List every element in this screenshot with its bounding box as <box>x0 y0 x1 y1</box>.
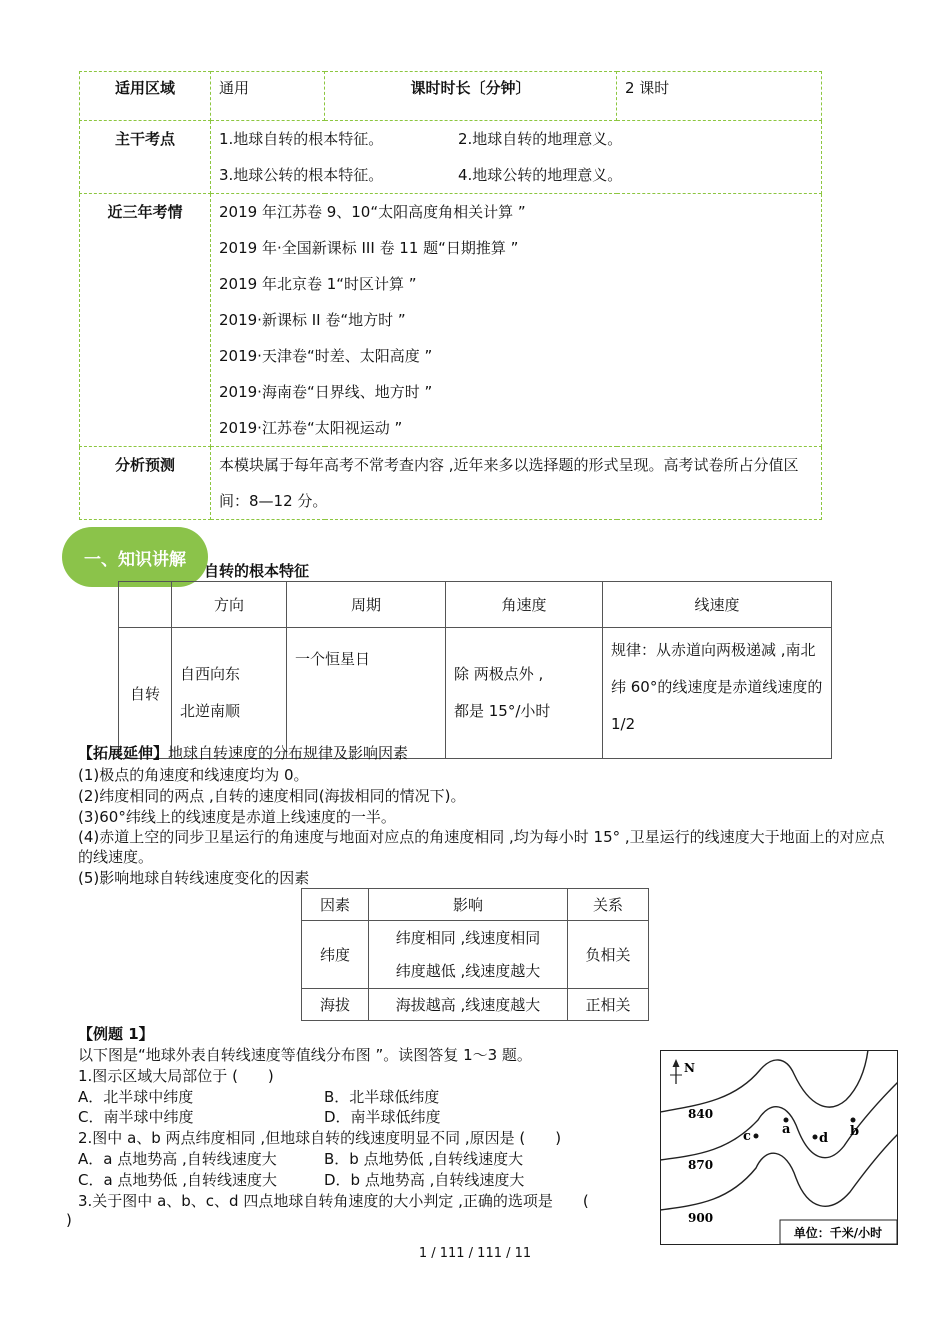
exam-item: 2019·天津卷“时差、太阳高度 ” <box>219 347 433 365</box>
question-1-option-c: C．南半球中纬度 <box>78 1108 194 1126</box>
factor-effect <box>369 921 568 989</box>
question-2-option-c: C．a 点地势低 ,自转线速度大 <box>78 1171 277 1189</box>
point-c-marker <box>754 1134 759 1139</box>
question-1-option-d: D．南半球低纬度 <box>324 1108 441 1126</box>
analysis-text: 本模块属于每年高考不常考查内容 ,近年来多以选择题的形式呈现。高考试卷所占分值区间：8—12 分。 <box>211 447 822 520</box>
exam-item: 2019 年北京卷 1“时区计算 ” <box>219 275 417 293</box>
example-title: 【例题 1】 <box>78 1025 154 1043</box>
question-2-option-a: A．a 点地势高 ,自转线速度大 <box>78 1150 277 1168</box>
unit-label: 单位：千米/小时 <box>793 1226 883 1240</box>
question-2-option-b: B．b 点地势低 ,自转线速度大 <box>324 1150 524 1168</box>
section-tab: 一、知识讲解 <box>62 527 208 587</box>
points-cell <box>211 121 822 194</box>
factor-relation: 负相关 <box>568 921 649 989</box>
factor-table <box>301 888 649 1021</box>
table-header-cell: 角速度 <box>446 582 603 628</box>
factor-relation: 正相关 <box>568 989 649 1021</box>
extension-tag: 【拓展延伸】 <box>78 744 169 762</box>
table-header-cell: 方向 <box>172 582 287 628</box>
angular-line: 除 两极点外 , <box>454 665 544 683</box>
exam-item: 2019 年江苏卷 9、10“太阳高度角相关计算 ” <box>219 203 526 221</box>
point-item: 2.地球自转的地理意义。 <box>458 130 623 148</box>
point-item: 1.地球自转的根本特征。 <box>219 130 384 148</box>
extension-title-text: 地球自转速度的分布规律及影响因素 <box>168 744 409 762</box>
table-header-cell: 周期 <box>287 582 446 628</box>
question-2-option-d: D．b 点地势高 ,自转线速度大 <box>324 1171 525 1189</box>
point-b-label: b <box>850 1124 860 1139</box>
contour-label: 900 <box>688 1211 714 1225</box>
direction-line: 自西向东 <box>180 665 241 683</box>
question-3: 3.关于图中 a、b、c、d 四点地球自转角速度的大小判定 ,正确的选项是 ( <box>78 1192 589 1210</box>
exam-item: 2019·新课标 II 卷“地方时 ” <box>219 311 406 329</box>
table-header-cell: 关系 <box>568 889 649 921</box>
effect-line: 纬度相同 ,线速度相同 <box>395 928 541 947</box>
effect-line: 纬度越低 ,线速度越大 <box>395 961 541 980</box>
point-item: 4.地球公转的地理意义。 <box>458 166 623 184</box>
exams-cell <box>211 194 822 447</box>
point-d-marker <box>813 1135 818 1140</box>
angular-line: 都是 15°/小时 <box>454 702 551 720</box>
point-b-marker <box>851 1118 856 1123</box>
table-header-cell <box>119 582 172 628</box>
factor-name: 海拔 <box>302 989 369 1021</box>
exam-item: 2019·海南卷“日界线、地方时 ” <box>219 383 433 401</box>
duration-label: 课时时长〔分钟〕 <box>325 72 617 121</box>
point-item: 3.地球公转的根本特征。 <box>219 166 384 184</box>
point-d-label: d <box>819 1131 829 1146</box>
extension-title <box>78 743 408 763</box>
question-1-option-a: A．北半球中纬度 <box>78 1088 194 1106</box>
table-header-cell: 因素 <box>302 889 369 921</box>
rotation-features-table <box>118 581 832 759</box>
direction-cell <box>172 628 287 759</box>
extension-item: (4)赤道上空的同步卫星运行的角速度与地面对应点的角速度相同 ,均为每小时 15° ,卫星运行的线速度大于地面上的对应点的线速度。 <box>78 828 885 866</box>
contour-label: 840 <box>688 1107 714 1121</box>
analysis-label: 分析预测 <box>80 447 211 520</box>
question-2: 2.图中 a、b 两点纬度相同 ,但地球自转的线速度明显不同 ,原因是 ( ) <box>78 1129 562 1147</box>
extension-item: (1)极点的角速度和线速度均为 0。 <box>78 766 309 784</box>
question-3-end: ) <box>66 1211 72 1229</box>
factor-effect <box>369 989 568 1021</box>
question-1-option-b: B．北半球低纬度 <box>324 1088 440 1106</box>
course-info-table <box>79 71 822 520</box>
point-c-label: c <box>743 1129 751 1144</box>
table-header-cell: 线速度 <box>603 582 832 628</box>
extension-item: (5)影响地球自转线速度变化的因素 <box>78 869 310 887</box>
angular-cell <box>446 628 603 759</box>
period-value: 一个恒星日 <box>295 650 371 668</box>
point-a-label: a <box>782 1122 791 1137</box>
example-intro: 以下图是“地球外表自转线速度等值线分布图 ”。读图答复 1～3 题。 <box>78 1046 532 1064</box>
effect-line: 海拔越高 ,线速度越大 <box>395 996 541 1014</box>
exam-item: 2019 年·全国新课标 III 卷 11 题“日期推算 ” <box>219 239 519 257</box>
exam-item: 2019·江苏卷“太阳视运动 ” <box>219 419 403 437</box>
question-1: 1.图示区域大局部位于 ( ) <box>78 1067 274 1085</box>
row-label: 自转 <box>119 628 172 759</box>
points-label: 主干考点 <box>80 121 211 194</box>
linear-cell: 规律：从赤道向两极递减 ,南北纬 60°的线速度是赤道线速度的 1/2 <box>603 628 832 759</box>
velocity-isoline-map <box>660 1050 898 1245</box>
region-label: 适用区域 <box>80 72 211 121</box>
extension-item: (3)60°纬线上的线速度是赤道上线速度的一半。 <box>78 808 396 826</box>
contour-label: 870 <box>688 1158 714 1172</box>
duration-value: 2 课时 <box>617 72 822 121</box>
north-label: N <box>684 1061 695 1075</box>
section-subheading: 自转的根本特征 <box>204 562 310 580</box>
direction-line: 北逆南顺 <box>180 702 241 720</box>
period-cell <box>287 628 446 759</box>
table-header-cell: 影响 <box>369 889 568 921</box>
factor-name: 纬度 <box>302 921 369 989</box>
extension-item: (2)纬度相同的两点 ,自转的速度相同(海拔相同的情况下)。 <box>78 787 466 805</box>
exams-label: 近三年考情 <box>80 194 211 447</box>
region-value: 通用 <box>211 72 325 121</box>
page-footer: 1 / 111 / 111 / 11 <box>418 1246 532 1261</box>
